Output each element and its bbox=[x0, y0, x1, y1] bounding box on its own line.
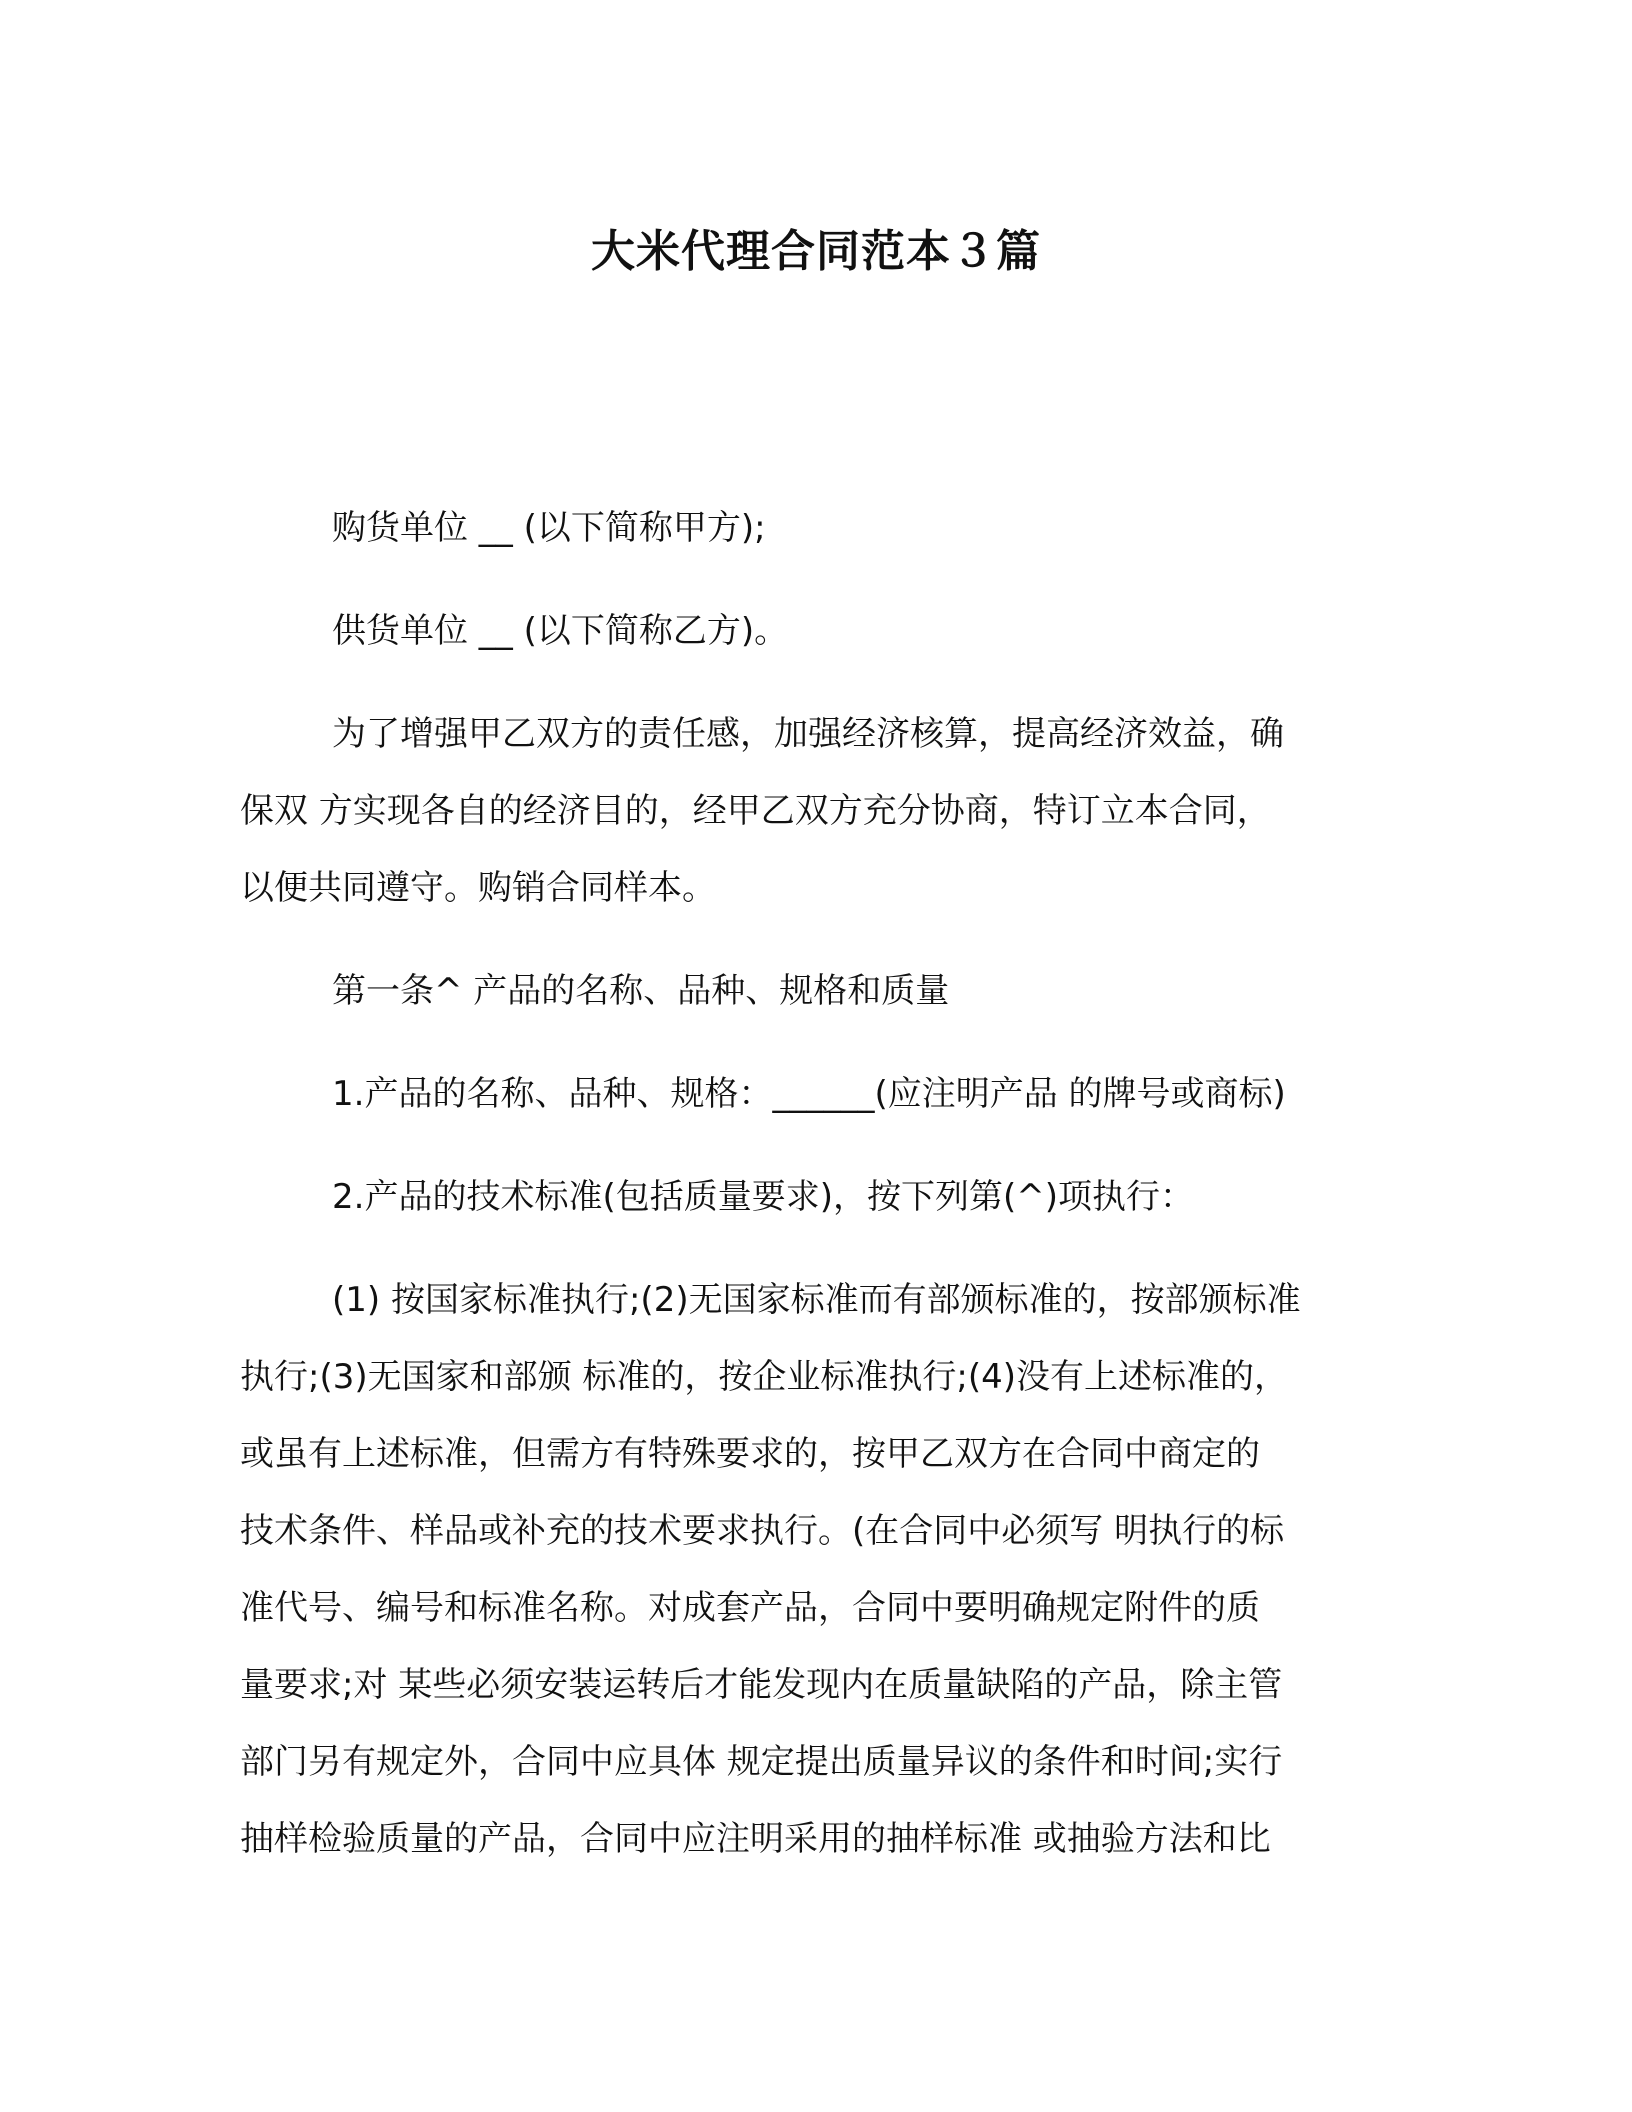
intro-line: 为了增强甲乙双方的责任感，加强经济核算，提高经济效益，确 bbox=[332, 714, 1284, 754]
standards-line: 或虽有上述标准，但需方有特殊要求的，按甲乙双方在合同中商定的 bbox=[240, 1434, 1260, 1474]
intro-line: 保双 方实现各自的经济目的，经甲乙双方充分协商，特订立本合同， bbox=[240, 791, 1271, 831]
standards-line: 准代号、编号和标准名称。对成套产品，合同中要明确规定附件的质 bbox=[240, 1588, 1260, 1628]
standards-line: 量要求;对 某些必须安装运转后才能发现内在质量缺陷的产品，除主管 bbox=[240, 1665, 1283, 1705]
buyer-line: 购货单位 __ (以下简称甲方); bbox=[332, 508, 766, 548]
standards-line: 部门另有规定外，合同中应具体 规定提出质量异议的条件和时间;实行 bbox=[240, 1742, 1283, 1782]
standards-line: 执行;(3)无国家和部颁 标准的，按企业标准执行;(4)没有上述标准的， bbox=[240, 1357, 1289, 1397]
document-body bbox=[240, 490, 1380, 1878]
item-1: 1.产品的名称、品种、规格：______(应注明产品 的牌号或商标) bbox=[332, 1074, 1286, 1114]
standards-paragraph bbox=[240, 1262, 1380, 1878]
intro-paragraph bbox=[240, 696, 1380, 927]
intro-line: 以便共同遵守。购销合同样本。 bbox=[240, 868, 716, 908]
standards-line: 抽样检验质量的产品，合同中应注明采用的抽样标准 或抽验方法和比 bbox=[240, 1819, 1271, 1859]
document-title: 大米代理合同范本３篇 bbox=[591, 226, 1041, 277]
standards-line: 技术条件、样品或补充的技术要求执行。(在合同中必须写 明执行的标 bbox=[240, 1511, 1285, 1551]
article-1-heading: 第一条^ 产品的名称、品种、规格和质量 bbox=[332, 971, 950, 1011]
item-2: 2.产品的技术标准(包括质量要求)，按下列第(^)项执行： bbox=[332, 1177, 1194, 1217]
standards-line: (1) 按国家标准执行;(2)无国家标准而有部颁标准的，按部颁标准 bbox=[332, 1280, 1301, 1320]
seller-line: 供货单位 __ (以下简称乙方)。 bbox=[332, 611, 789, 651]
